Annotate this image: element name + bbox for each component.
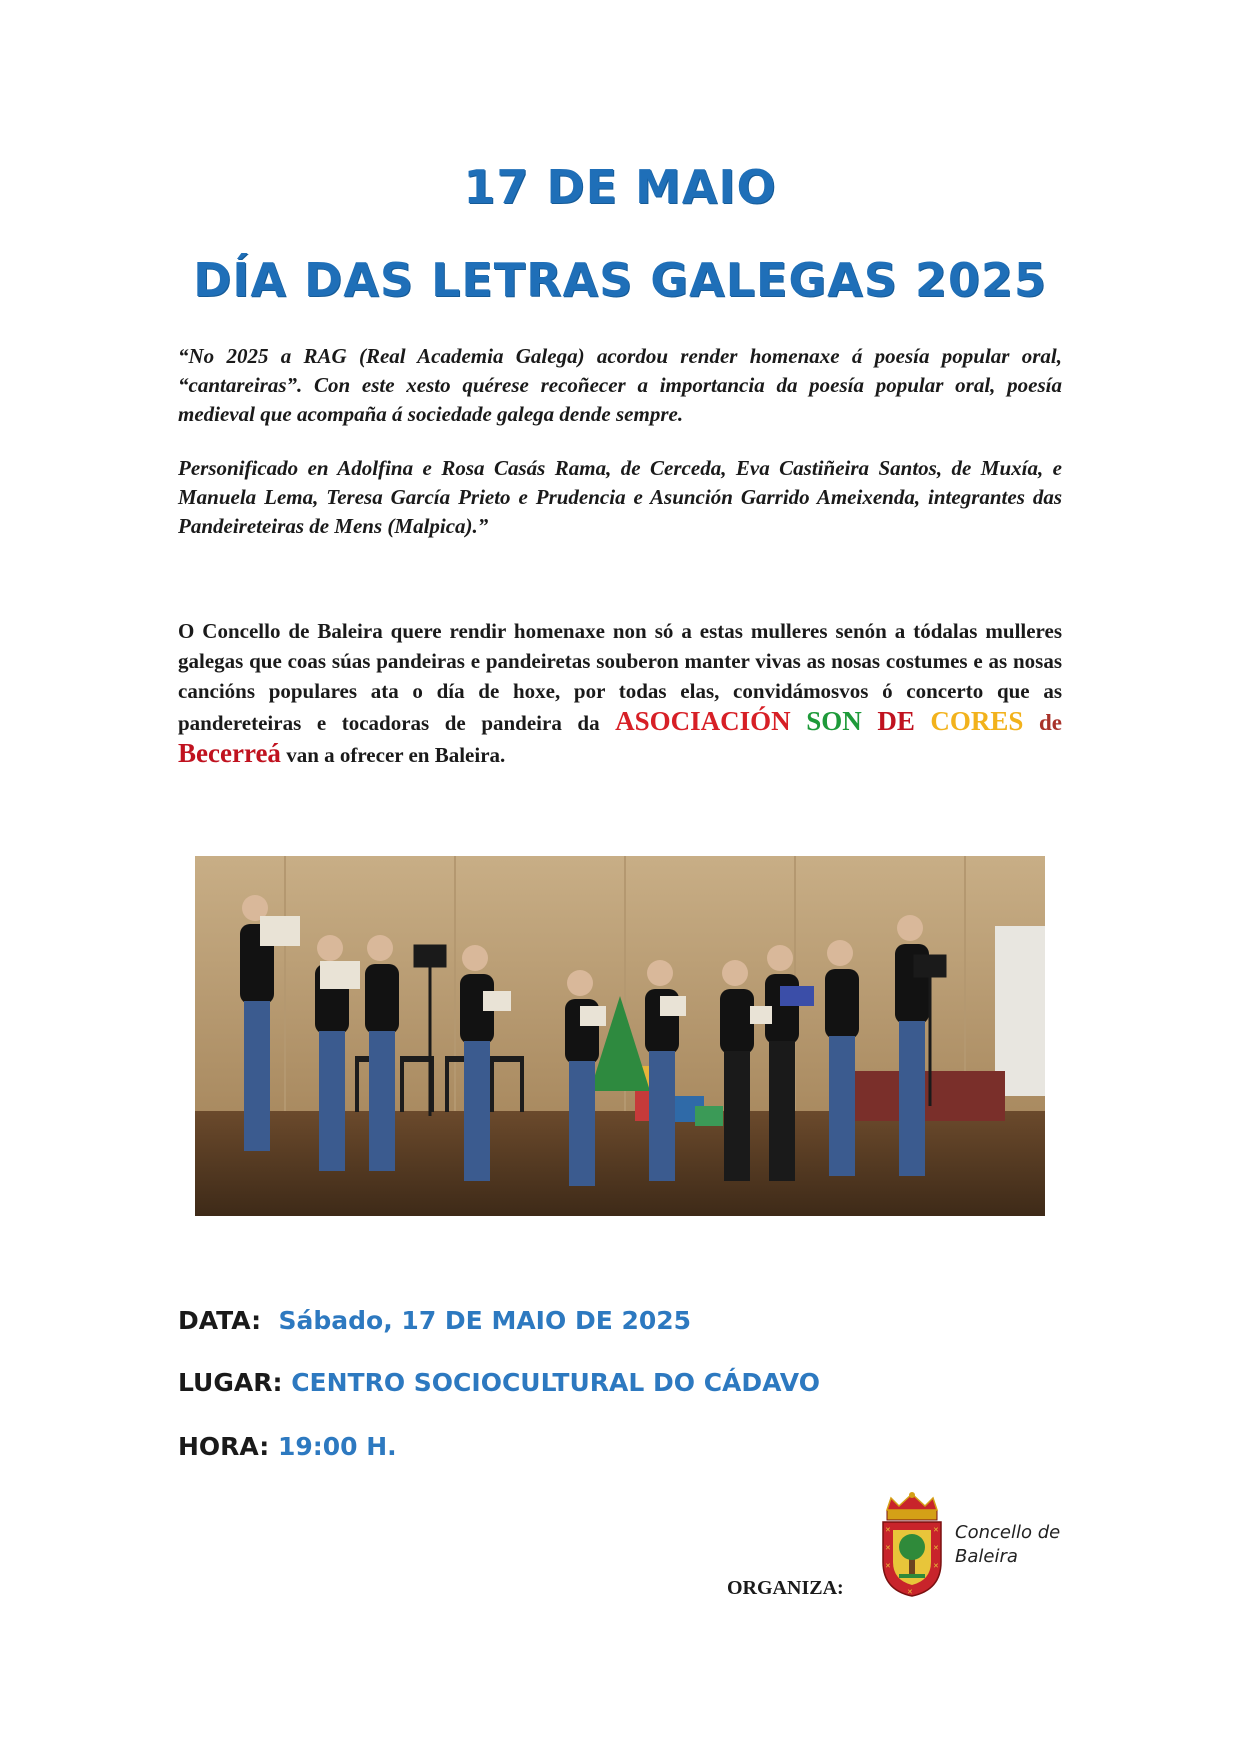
choir-photo	[195, 856, 1045, 1216]
de-small-word: de	[1039, 710, 1062, 735]
time-value: 19:00 H.	[277, 1432, 397, 1461]
svg-text:✕: ✕	[885, 1562, 891, 1570]
organizer-name	[955, 1521, 1115, 1569]
quote-paragraph-2: Personificado en Adolfina e Rosa Casás Rama, de Cerceda, Eva Castiñeira Santos, de Muxía, e Manuela Lema, Teresa García Prieto e Prudencia e Asunción Garrido Ameixenda, integrantes das Pandeireteiras de Mens (Malpica).”	[178, 456, 1062, 538]
date-label: DATA:	[178, 1306, 262, 1335]
svg-text:✕: ✕	[885, 1544, 891, 1552]
date-title: 17 DE MAIO	[463, 160, 777, 214]
time-label: HORA:	[178, 1432, 270, 1461]
asociacion-word: ASOCIACIÓN	[615, 706, 791, 736]
date-value: Sábado, 17 DE MAIO DE 2025	[278, 1306, 692, 1335]
invitation-text: O Concello de Baleira quere rendir homenaxe non só a estas mulleres senón a tódalas mulleres galegas que coas súas pandeiras e pandeiretas souberon manter vivas as nosas costumes e as nosas cancións populares ata o día de hoxe, por todas elas, convidámosvos ó concerto que as pandereteiras e tocadoras de pandeira da	[178, 619, 1062, 735]
svg-text:✕: ✕	[933, 1526, 939, 1534]
date-detail	[178, 1306, 691, 1335]
svg-text:✕: ✕	[933, 1544, 939, 1552]
becerrea-word: Becerreá	[178, 738, 281, 768]
quote-paragraph-1: “No 2025 a RAG (Real Academia Galega) acordou render homenaxe á poesía popular oral, “cantareiras”. Con este xesto quérese recoñecer a importancia da poesía popular oral, poesía medieval que acompaña á sociedade galega dende sempre.	[178, 344, 1062, 426]
organizer-line-1: Concello de	[955, 1522, 1061, 1543]
organiza-label: ORGANIZA:	[727, 1577, 844, 1599]
time-detail	[178, 1432, 397, 1461]
choir-photo-illustration	[195, 856, 1045, 1216]
organizer-line-2: Baleira	[955, 1546, 1018, 1567]
de-word: DE	[877, 706, 915, 736]
invitation-paragraph	[178, 616, 1062, 770]
invitation-text-end: van a ofrecer en Baleira.	[280, 743, 506, 767]
coat-of-arms-icon	[877, 1492, 947, 1598]
svg-text:✕: ✕	[885, 1526, 891, 1534]
event-title: DÍA DAS LETRAS GALEGAS 2025	[193, 253, 1047, 307]
quote-block	[178, 342, 1062, 542]
cores-word: CORES	[930, 706, 1024, 736]
place-detail	[178, 1368, 820, 1397]
place-value: CENTRO SOCIOCULTURAL DO CÁDAVO	[291, 1368, 820, 1397]
place-label: LUGAR:	[178, 1368, 283, 1397]
svg-text:✕: ✕	[933, 1562, 939, 1570]
svg-text:✕: ✕	[907, 1588, 913, 1596]
son-word: SON	[806, 706, 862, 736]
